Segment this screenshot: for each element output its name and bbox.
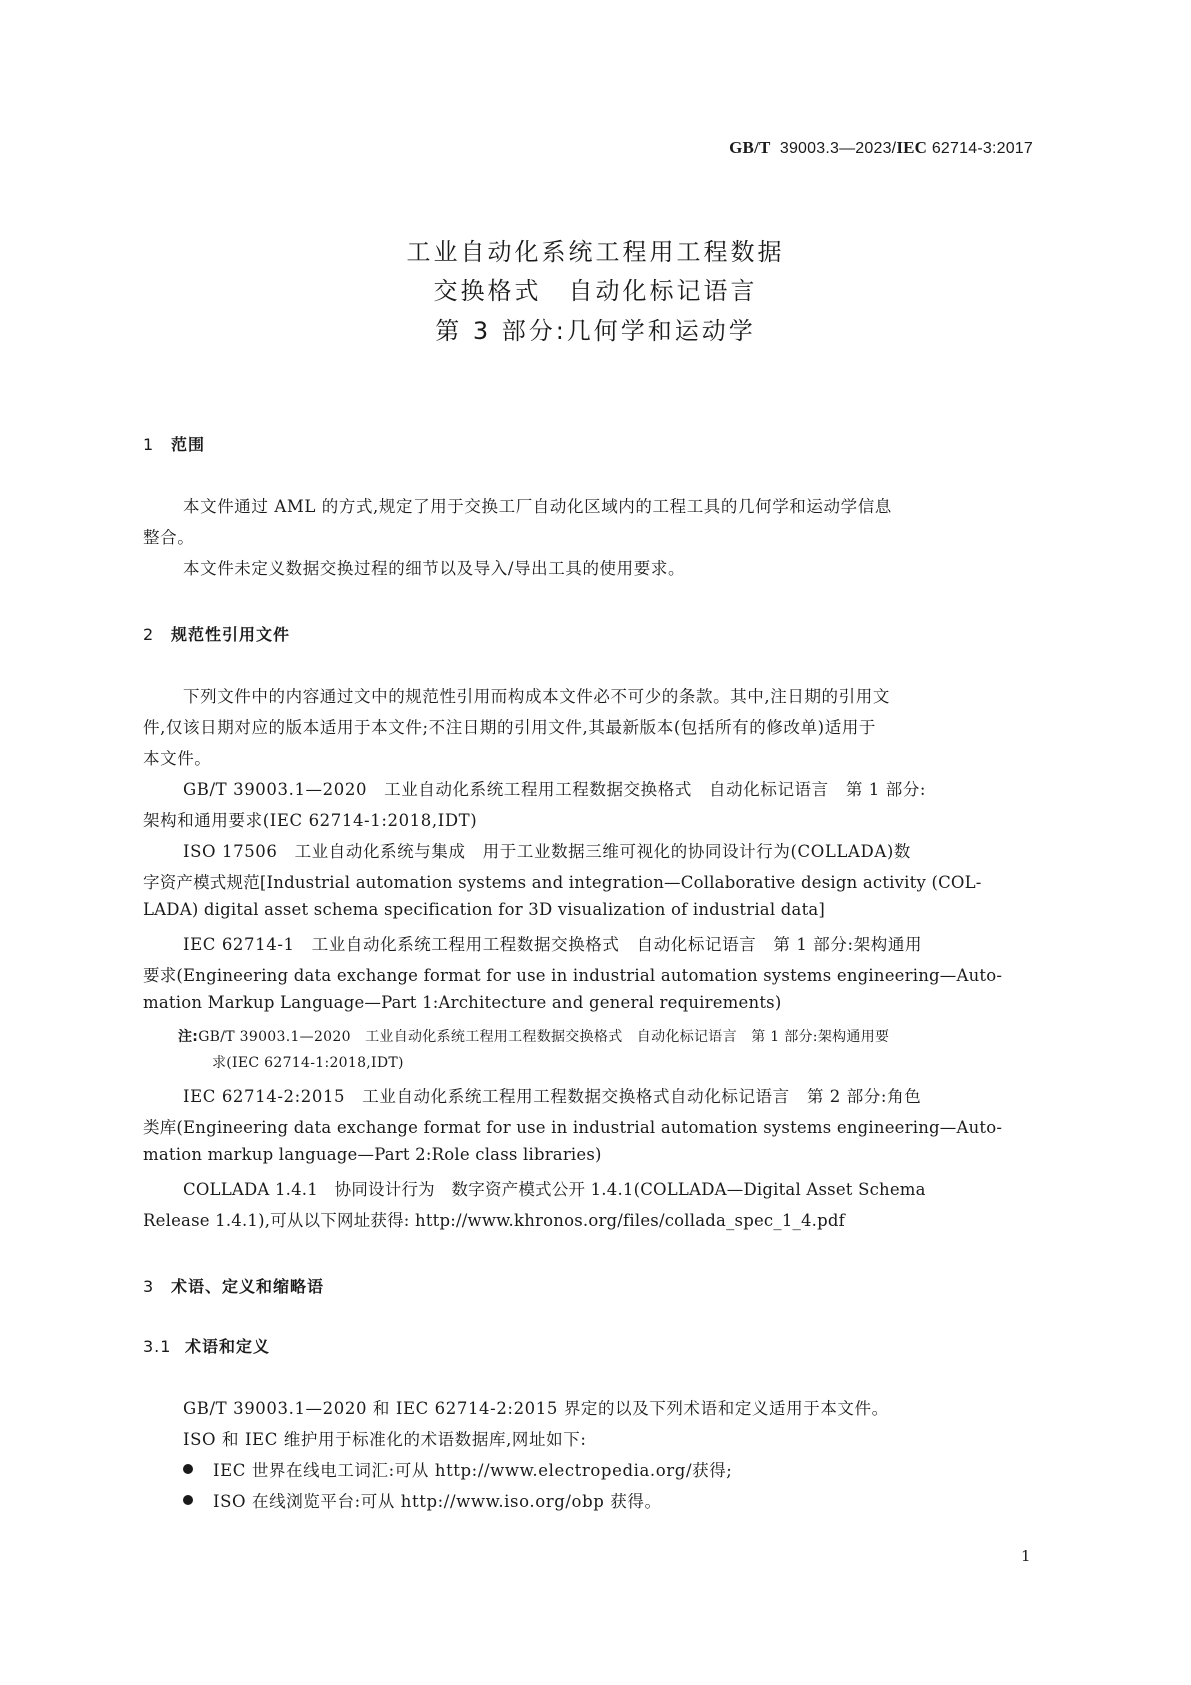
- paragraph-line: 本文件未定义数据交换过程的细节以及导入/导出工具的使用要求。: [183, 559, 686, 578]
- paragraph-line: ISO 和 IEC 维护用于标准化的术语数据库,网址如下:: [183, 1430, 587, 1449]
- paragraph-line: 件,仅该日期对应的版本适用于本文件;不注日期的引用文件,其最新版本(包括所有的修改单)适用于: [143, 718, 877, 737]
- reference-entry: 字资产模式规范[Industrial automation systems and integration—Collaborative design activity (COL-: [143, 873, 982, 892]
- reference-entry: mation markup language—Part 2:Role class libraries): [143, 1145, 602, 1164]
- paragraph-line: 本文件。: [143, 749, 212, 768]
- note-line-1: 注:GB/T 39003.1—2020 工业自动化系统工程用工程数据交换格式 自动化标记语言 第 1 部分:架构通用要: [178, 1029, 890, 1045]
- document-title-line-2: 交换格式 自动化标记语言: [433, 277, 758, 305]
- reference-entry: 架构和通用要求(IEC 62714-1:2018,IDT): [143, 811, 478, 830]
- paragraph-line: 下列文件中的内容通过文中的规范性引用而构成本文件必不可少的条款。其中,注日期的引用文: [183, 687, 890, 706]
- reference-entry: ISO 17506 工业自动化系统与集成 用于工业数据三维可视化的协同设计行为(COLLADA)数: [183, 842, 911, 861]
- reference-entry: 要求(Engineering data exchange format for use in industrial automation systems engineering—Auto-: [143, 966, 1003, 985]
- reference-entry: mation Markup Language—Part 1:Architecture and general requirements): [143, 993, 782, 1012]
- paragraph-line: 整合。: [143, 528, 195, 547]
- reference-entry: Release 1.4.1),可从以下网址获得: http://www.khronos.org/files/collada_spec_1_4.pdf: [143, 1211, 845, 1230]
- paragraph-line: GB/T 39003.1—2020 和 IEC 62714-2:2015 界定的以及下列术语和定义适用于本文件。: [183, 1399, 889, 1418]
- list-item: IEC 世界在线电工词汇:可从 http://www.electropedia.org/获得;: [183, 1457, 732, 1481]
- reference-entry: IEC 62714-1 工业自动化系统工程用工程数据交换格式 自动化标记语言 第 1 部分:架构通用: [183, 935, 923, 954]
- section-3-heading: 3 术语、定义和缩略语: [143, 1277, 325, 1296]
- document-header-standard-number: GB/T 39003.3—2023/IEC 62714-3:2017: [729, 138, 1033, 157]
- page-number: 1: [1021, 1547, 1031, 1565]
- bullet-icon: [183, 1495, 193, 1505]
- section-1-heading: 1 范围: [143, 435, 206, 454]
- paragraph-line: 本文件通过 AML 的方式,规定了用于交换工厂自动化区域内的工程工具的几何学和运动学信息: [183, 497, 892, 516]
- document-title-line-3: 第 3 部分:几何学和运动学: [435, 317, 756, 345]
- section-2-heading: 2 规范性引用文件: [143, 625, 291, 644]
- reference-entry: 类库(Engineering data exchange format for use in industrial automation systems engineering—Auto-: [143, 1118, 1003, 1137]
- reference-entry: IEC 62714-2:2015 工业自动化系统工程用工程数据交换格式自动化标记语言 第 2 部分:角色: [183, 1087, 922, 1106]
- reference-entry: COLLADA 1.4.1 协同设计行为 数字资产模式公开 1.4.1(COLLADA—Digital Asset Schema: [183, 1180, 926, 1199]
- section-3-1-heading: 3.1 术语和定义: [143, 1337, 271, 1356]
- note-line-2: 求(IEC 62714-1:2018,IDT): [212, 1055, 404, 1071]
- reference-entry: GB/T 39003.1—2020 工业自动化系统工程用工程数据交换格式 自动化标记语言 第 1 部分:: [183, 780, 927, 799]
- document-title-line-1: 工业自动化系统工程用工程数据: [406, 238, 785, 266]
- reference-entry: LADA) digital asset schema specification for 3D visualization of industrial data]: [143, 900, 826, 919]
- bullet-icon: [183, 1464, 193, 1474]
- list-item: ISO 在线浏览平台:可从 http://www.iso.org/obp 获得。: [183, 1488, 662, 1512]
